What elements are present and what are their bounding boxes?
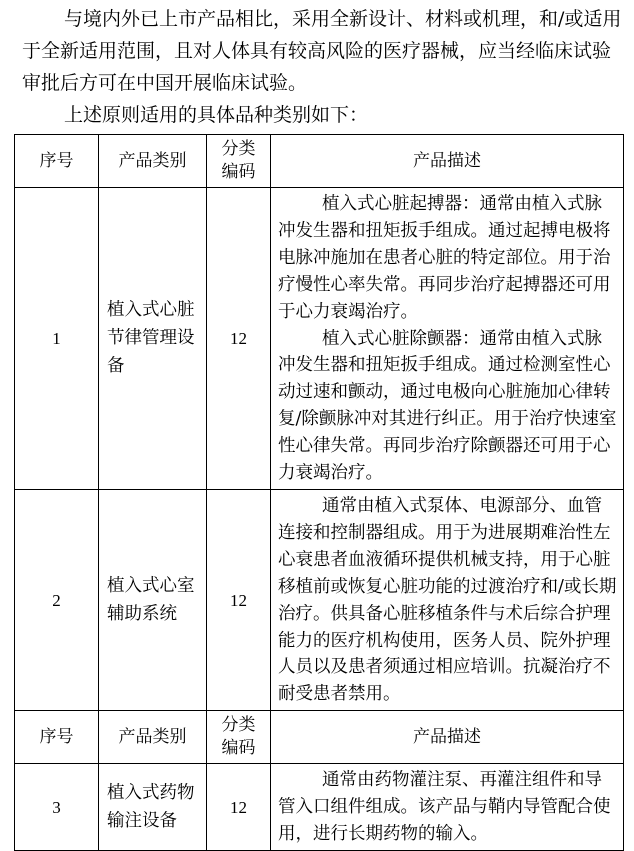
header-code: 分类编码 (207, 135, 271, 188)
table-header-row-repeat (15, 711, 624, 764)
table-header-row (15, 135, 624, 188)
row-no: 1 (15, 188, 99, 490)
description-paragraph: 植入式心脏除颤器：通常由植入式脉冲发生器和扭矩扳手组成。通过检测室性心动过速和颤动，通过电极向心脏施加心律转复/除颤脉冲对其进行纠正。用于治疗快速室性心律失常。再同步治疗除颤器还可用于心力衰竭治疗。 (278, 328, 617, 484)
header-no: 序号 (15, 135, 99, 188)
row-no: 3 (15, 764, 99, 851)
header-category: 产品类别 (99, 711, 207, 764)
row-no: 2 (15, 489, 99, 710)
row-code: 12 (207, 764, 271, 851)
row-code: 12 (207, 188, 271, 490)
description-paragraph: 植入式心脏起搏器：通常由植入式脉冲发生器和扭矩扳手组成。通过起搏电极将电脉冲施加在患者心脏的特定部位。用于治疗慢性心率失常。再同步治疗起搏器还可用于心力衰竭治疗。 (278, 194, 611, 322)
header-code: 分类编码 (207, 711, 271, 764)
row-description (271, 489, 624, 710)
intro-lead-line: 上述原则适用的具体品种类别如下： (64, 104, 369, 126)
intro-paragraph: 与境内外已上市产品相比，采用全新设计、材料或机理，和/或适用于全新适用范围，且对人体具有较高风险的医疗器械，应当经临床试验审批后方可在中国开展临床试验。 (22, 8, 622, 94)
table-row (15, 489, 624, 710)
header-category: 产品类别 (99, 135, 207, 188)
row-category: 植入式药物输注设备 (99, 764, 207, 851)
header-no: 序号 (15, 711, 99, 764)
row-category: 植入式心脏节律管理设备 (99, 188, 207, 490)
row-code: 12 (207, 489, 271, 710)
table-row (15, 188, 624, 490)
header-description: 产品描述 (271, 711, 624, 764)
header-description: 产品描述 (271, 135, 624, 188)
product-table (14, 134, 624, 851)
description-paragraph: 通常由药物灌注泵、再灌注组件和导管入口组件组成。该产品与鞘内导管配合使用，进行长期药物的输入。 (278, 770, 611, 845)
row-description (271, 764, 624, 851)
row-category: 植入式心室辅助系统 (99, 489, 207, 710)
description-paragraph: 通常由植入式泵体、电源部分、血管连接和控制器组成。用于为进展期难治性左心衰患者血液循环提供机械支持，用于心脏移植前或恢复心脏功能的过渡治疗和/或长期治疗。供具备心脏移植条件与术后综合护理能力的医疗机构使用，医务人员、院外护理人员以及患者须通过相应培训。抗凝治疗不耐受患者禁用。 (278, 495, 617, 705)
table-row (15, 764, 624, 851)
row-description (271, 188, 624, 490)
